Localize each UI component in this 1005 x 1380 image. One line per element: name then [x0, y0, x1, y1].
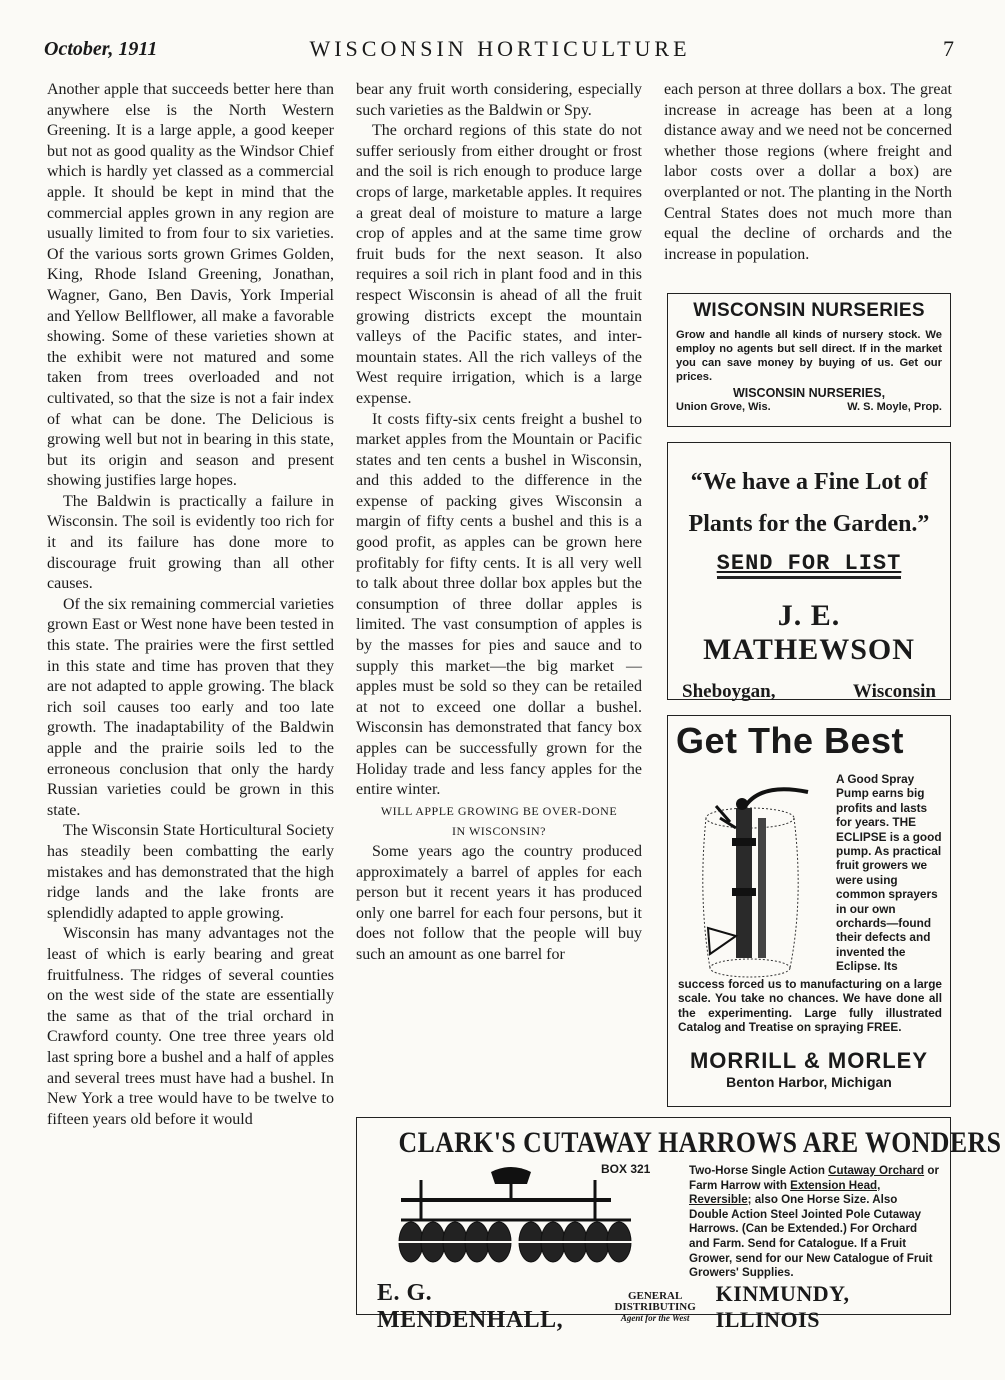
- ad-title: CLARK'S CUTAWAY HARROWS ARE WONDERS: [398, 1126, 1002, 1159]
- send-for-list: SEND FOR LIST: [717, 551, 902, 579]
- paragraph: Wisconsin has many advantages not the least of which is early bearing and great fruitfulness. The ridges of several counties on the west side of the state are essentially the same as that of the trial orchard in Crawford county. One tree three years old last spring bore a bushel and a half of apples and several trees must have had a bushel. In New York a tree would have to be twelve to fifteen years old before it would: [47, 925, 334, 1128]
- article-column-3: [664, 80, 952, 265]
- ad-quote-line-2: Plants for the Garden.”: [688, 511, 930, 537]
- ad-dealer: E. G. MENDENHALL,: [377, 1280, 564, 1333]
- ad-quote-line-1: “We have a Fine Lot of: [690, 469, 928, 495]
- ad-company: J. E. MATHEWSON: [703, 599, 915, 666]
- ad-dealer-role-line-2: Agent for the West: [620, 1312, 690, 1323]
- ad-body-underlined: Cutaway Orchard: [828, 1164, 925, 1177]
- ad-city: Sheboygan,: [682, 681, 776, 702]
- ad-location: Benton Harbor, Michigan: [726, 1074, 892, 1090]
- paragraph: bear any fruit worth considering, especially such varieties as the Baldwin or Spy.: [356, 81, 642, 119]
- ad-body-part: or Farm Harrow with: [689, 1164, 939, 1192]
- ad-body-part: Two-Horse Single Action: [689, 1164, 829, 1177]
- paragraph: The Baldwin is practically a failure in Wisconsin. The soil is evidently too rich for it and its failure has done more to discourage fruit growing than all other causes.: [47, 492, 334, 593]
- ad-dealer-role-line-1: GENERAL DISTRIBUTING: [614, 1289, 696, 1313]
- ad-side-text: A Good Spray Pump earns big profits and lasts for years. THE ECLIPSE is a good pump. As practical fruit growers we were using common sprayers in our own orchards—found their defects and invented the Eclipse. Its: [836, 772, 942, 974]
- ad-proprietor: W. S. Moyle, Prop.: [847, 401, 942, 413]
- ad-title: WISCONSIN NURSERIES: [693, 300, 925, 321]
- ad-wisconsin-nurseries: [667, 293, 951, 427]
- ad-company: WISCONSIN NURSERIES,: [732, 386, 886, 400]
- ad-body-underlined: Extension Head, Reversible: [689, 1178, 881, 1207]
- ad-headline: Get The Best: [676, 720, 905, 761]
- paragraph: Of the six remaining commercial varieties grown East or West none have been tested in this state. The prairies were the first settled in this state and time has proven that they are not adapted to apple growing. The black rich soil causes too early and too late growth. The inadaptability of the Baldwin apple and the prairie soils led to the erroneous conclusion that only the hardy Russian varieties could be grown in this state.: [47, 595, 334, 819]
- page-number: 7: [943, 36, 954, 61]
- section-subheading-line-2: IN WISCONSIN?: [452, 824, 546, 839]
- ad-body: Grow and handle all kinds of nursery stock. We employ no agents but sell direct. If in the market you can save money by buying of us. Get our prices.: [676, 329, 942, 383]
- article-column-2: [356, 80, 642, 966]
- page-header: [40, 34, 960, 64]
- section-subheading-line-1: WILL APPLE GROWING BE OVER-DONE: [380, 803, 618, 818]
- spray-pump-illustration: [680, 778, 820, 986]
- journal-title: WISCONSIN HORTICULTURE: [309, 36, 691, 61]
- ad-clark-cutaway-harrows: [356, 1117, 1002, 1333]
- ad-body: success forced us to manufacturing on a large scale. You take no chances. We have done all the experimenting. Large fully illustrated Catalog and Treatise on spraying FREE.: [678, 977, 942, 1035]
- paragraph: The Wisconsin State Horticultural Society has steadily been combatting the early mistakes and has demonstrated that the high ridge lands and the lake fronts are splendidly adapted to apple growing.: [47, 822, 334, 922]
- paragraph: Some years ago the country produced approximately a barrel of apples for each person but it recent years it has produced only one barrel for each four persons, but it does not follow that the people will buy such an amount as one barrel for: [356, 842, 642, 963]
- ad-location: KINMUNDY, ILLINOIS: [715, 1281, 850, 1332]
- ad-mathewson: [667, 442, 951, 700]
- ad-body: [689, 1164, 939, 1281]
- ad-company: MORRILL & MORLEY: [689, 1048, 929, 1073]
- article-column-1: [47, 80, 334, 1130]
- paragraph: Another apple that succeeds better here than anywhere else is the North Western Greening. It is a large apple, a good keeper but not as good quality as the Windsor Chief which is hardly yet classed as a commercial apple. It should be kept in mind that the commercial apples grown in any region are usually limited to from four to six varieties. Of the various sorts grown Grimes Golden, King, Rhode Island Greening, Jonathan, Wagner, Gano, Ben Davis, York Imperial and Yellow Bellflower, all make a favorable showing. Some of these varieties shown at the exhibit were not matured and some taken from trees overloaded and not cultivated, so that the size is not a fair index of what can be done. The Delicious is growing well but not in bearing in this state, but its origin and season and present showing justifies large hopes.: [47, 81, 334, 490]
- ad-box-number: BOX 321: [601, 1162, 651, 1176]
- paragraph: It costs fifty-six cents freight a bushel to market apples from the Mountain or Pacific states and ten cents a bushel in Wisconsin, and this added to the difference in the expense of packing gives Wisconsin a margin of fifty cents a bushel and this is a good profit, as apples can be grown here profitably for fifty cents. It is all very well to talk about three dollar box apples but the consumption of three dollar apples is limited. The vast consumption of apples is by the masses for pies and sauce and to supply this market—the big market —apples must be sold so they can be retailed at not to exceed one dollar a bushel. Wisconsin has demonstrated that fancy box apples can be successfully grown for the Holiday trade and less fancy apples for the entire winter.: [356, 410, 642, 799]
- ad-state: Wisconsin: [852, 681, 936, 702]
- ad-body-part: ; also One Horse Size. Also Double Action Steel Jointed Pole Cutaway Harrows. (Can be Extended.) For Orchard and Farm. Send for Catalogue. If a Fruit Grower, send for our New Catalogue of Fruit Growers' Supplies.: [689, 1193, 933, 1280]
- ad-eclipse-spray-pump: [667, 715, 951, 1107]
- harrow-illustration: [381, 1160, 681, 1270]
- ad-location: Union Grove, Wis.: [676, 401, 771, 413]
- issue-date: October, 1911: [44, 38, 158, 60]
- paragraph: each person at three dollars a box. The great increase in acreage has been at a long distance away and we need not be concerned whether those regions (where freight and labor costs over a dollar a box) are overplanted or not. The planting in the North Central States does not much more than equal the decline of orchards and the increase in population.: [664, 81, 952, 263]
- ad-dealer-role: [595, 1291, 716, 1324]
- paragraph: The orchard regions of this state do not suffer seriously from either drought or frost and the soil is rich enough to produce large crops of large, marketable apples. It requires a great deal of moisture to mature a large crop of apples and at the same time grow fruit buds for the next season. It also requires a soil rich in plant food and in this respect Wisconsin is ahead of all the fruit growing districts except the mountain valleys of the Pacific states, and inter-mountain states. All the rich valleys of the West require irrigation, which is a large expense.: [356, 122, 642, 407]
